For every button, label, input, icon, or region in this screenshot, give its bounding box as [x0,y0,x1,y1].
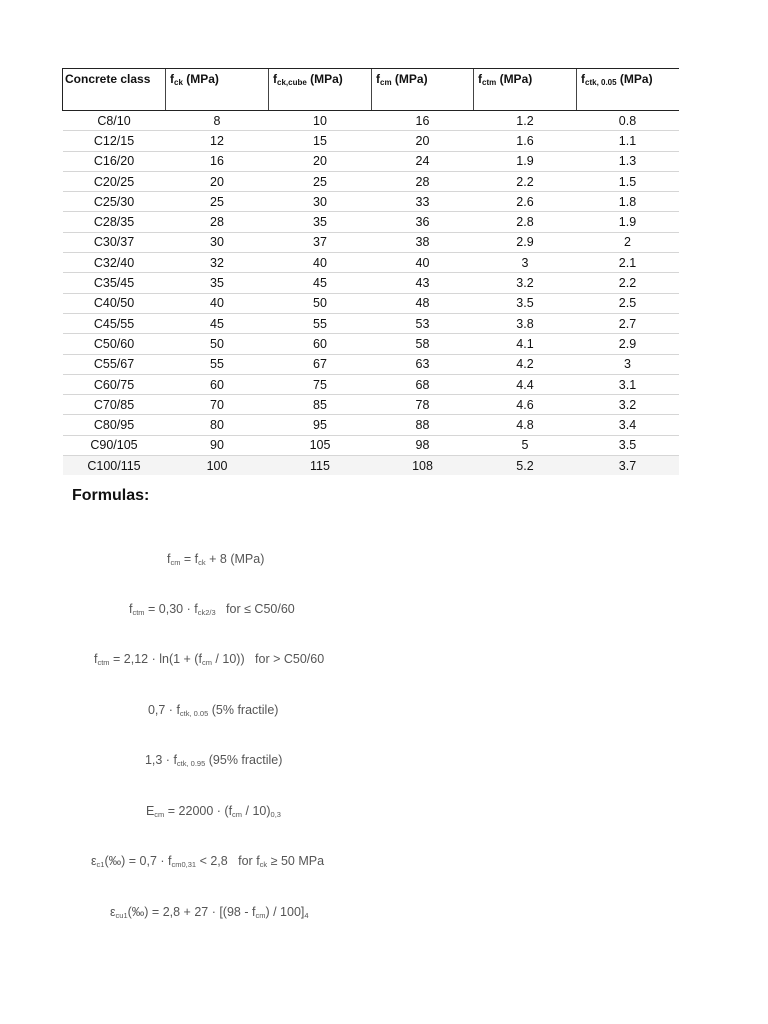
table-cell: 108 [372,456,474,476]
concrete-class-table [62,68,679,475]
table-cell: 70 [166,395,269,415]
table-cell: 50 [166,334,269,354]
formula-text: f [93,652,98,666]
table-cell: 1.6 [474,131,577,151]
table-cell: 45 [269,273,372,293]
table-cell: 3 [474,253,577,273]
table-row [63,212,679,232]
formula-text: 1,3 · f [144,753,177,767]
table-cell: 2.9 [474,232,577,252]
formula-ecm [139,790,281,818]
table-row [63,273,679,293]
table-cell: 28 [166,212,269,232]
column-header [474,69,577,111]
table-row [63,151,679,171]
formula-fctk-005 [141,689,278,717]
formula-fctk-095 [138,739,282,767]
table-cell: 48 [372,293,474,313]
formula-exponent: 2/3 [205,608,216,617]
table-cell: 50 [269,293,372,313]
table-cell: C30/37 [63,232,166,252]
table-cell: C28/35 [63,212,166,232]
formula-subscript: c1 [96,860,105,869]
formula-subscript: cm [170,558,181,567]
table-cell: 3 [577,354,679,374]
formula-text: (5% fractile) [208,703,279,717]
formula-fctm-high [87,638,324,666]
table-cell: 3.5 [474,293,577,313]
table-cell: C25/30 [63,192,166,212]
formula-text: E [145,804,155,818]
table-cell: C35/45 [63,273,166,293]
table-cell: 5.2 [474,456,577,476]
table-cell: 67 [269,354,372,374]
table-cell: C20/25 [63,171,166,191]
formula-text: < 2,8 for f [196,854,260,868]
formula-epsilon-c1 [84,840,324,868]
table-row [63,131,679,151]
column-header-subscript: ck,cube [277,78,307,87]
formula-subscript: ck [259,860,268,869]
table-row [63,374,679,394]
table-cell: 75 [269,374,372,394]
table-row [63,456,679,476]
table-cell: 40 [269,253,372,273]
table-cell: 30 [166,232,269,252]
formula-text: f [166,552,171,566]
table-cell: 3.7 [577,456,679,476]
table-cell: 78 [372,395,474,415]
table-cell: 1.9 [577,212,679,232]
formula-text: 0,7 · f [147,703,180,717]
formula-subscript: ctk, 0.05 [179,709,209,718]
formula-text: / 10)) for > C50/60 [211,652,325,666]
table-body [63,111,679,476]
table-cell: 55 [166,354,269,374]
formula-subscript: ck [198,558,206,567]
table-cell: C45/55 [63,313,166,333]
formula-text: (‰) = 0,7 · f [104,854,172,868]
table-cell: 3.1 [577,374,679,394]
table-cell: C80/95 [63,415,166,435]
table-cell: C70/85 [63,395,166,415]
table-cell: C12/15 [63,131,166,151]
column-header-subscript: cm [380,78,392,87]
formula-subscript: ctm [97,658,110,667]
table-cell: 68 [372,374,474,394]
formula-subscript: cm [232,810,243,819]
table-row [63,192,679,212]
table-cell: 12 [166,131,269,151]
table-cell: 4.1 [474,334,577,354]
table-row [63,415,679,435]
formula-text: / 10) [242,804,271,818]
formula-fcm [160,538,264,566]
formula-exponent: 0,3 [270,810,281,819]
table-cell: 55 [269,313,372,333]
formula-subscript: cm [154,810,165,819]
formula-exponent: 4 [304,911,309,920]
column-header-subscript: ctm [482,78,497,87]
table-cell: 2.2 [474,171,577,191]
table-cell: 25 [166,192,269,212]
table-cell: 16 [166,151,269,171]
column-header [63,69,166,111]
table-row [63,253,679,273]
table-row [63,435,679,455]
table-cell: C90/105 [63,435,166,455]
table-cell: 3.5 [577,435,679,455]
table-cell: 35 [269,212,372,232]
table-cell: 1.1 [577,131,679,151]
table-row [63,171,679,191]
table-cell: 38 [372,232,474,252]
formula-text: (95% fractile) [205,753,283,767]
column-header-unit: (MPa) [182,72,219,86]
table-cell: 16 [372,111,474,131]
formula-subscript: ck [197,608,206,617]
table-cell: 3.2 [577,395,679,415]
table-cell: 5 [474,435,577,455]
table-cell: 3.4 [577,415,679,435]
table-cell: 1.2 [474,111,577,131]
formula-text: (‰) = 2,8 + 27 · [(98 - f [127,905,256,919]
table-cell: 10 [269,111,372,131]
table-cell: 2.2 [577,273,679,293]
formula-subscript: cm [171,860,182,869]
table-cell: C40/50 [63,293,166,313]
table-cell: 53 [372,313,474,333]
table-cell: 2.1 [577,253,679,273]
table-cell: 1.8 [577,192,679,212]
table-cell: 25 [269,171,372,191]
table-cell: 4.6 [474,395,577,415]
table-cell: 2.9 [577,334,679,354]
table-row [63,395,679,415]
table-cell: 80 [166,415,269,435]
column-header-label: f [478,72,482,86]
table-cell: C32/40 [63,253,166,273]
table-cell: 85 [269,395,372,415]
column-header [269,69,372,111]
column-header [166,69,269,111]
table-cell: 32 [166,253,269,273]
table-cell: 60 [166,374,269,394]
table-row [63,354,679,374]
table-cell: C55/67 [63,354,166,374]
formula-text: ) / 100] [265,905,305,919]
formula-subscript: cu1 [115,911,128,920]
table-row [63,111,679,131]
table-cell: C8/10 [63,111,166,131]
formula-text: f [128,602,133,616]
formula-fctm-low [122,588,295,616]
table-cell: 90 [166,435,269,455]
table-cell: 4.4 [474,374,577,394]
column-header-label: f [376,72,380,86]
table-cell: 88 [372,415,474,435]
column-header-unit: (MPa) [391,72,428,86]
table-cell: C100/115 [63,456,166,476]
table-cell: 63 [372,354,474,374]
table-cell: 60 [269,334,372,354]
formula-text: ε [90,854,97,868]
formula-exponent: 0,31 [181,860,197,869]
column-header-unit: (MPa) [496,72,533,86]
formula-epsilon-cu1 [103,891,309,919]
table-cell: 8 [166,111,269,131]
table-cell: 33 [372,192,474,212]
table-cell: 36 [372,212,474,232]
table-row [63,232,679,252]
table-cell: 43 [372,273,474,293]
column-header [372,69,474,111]
column-header-label: f [581,72,585,86]
table-cell: C50/60 [63,334,166,354]
table-cell: 3.8 [474,313,577,333]
table-cell: 4.2 [474,354,577,374]
table-cell: 15 [269,131,372,151]
table-cell: 40 [372,253,474,273]
formula-subscript: ctk, 0.95 [176,759,206,768]
table-row [63,334,679,354]
column-header-unit: (MPa) [306,72,343,86]
table-cell: 20 [269,151,372,171]
table-cell: 2 [577,232,679,252]
column-header-subscript: ctk, 0.05 [585,78,617,87]
formula-text: = 2,12 · ln(1 + (f [109,652,202,666]
table-row [63,313,679,333]
table-cell: 3.2 [474,273,577,293]
table-cell: 0.8 [577,111,679,131]
column-header [577,69,679,111]
formula-text: for ≤ C50/60 [215,602,295,616]
column-header-subscript: ck [174,78,183,87]
table-cell: 35 [166,273,269,293]
formula-text: ≥ 50 MPa [267,854,325,868]
column-header-label: f [170,72,174,86]
table-cell: 2.7 [577,313,679,333]
table-cell: 1.3 [577,151,679,171]
formula-text: = f [180,552,199,566]
table-cell: 40 [166,293,269,313]
table-cell: 100 [166,456,269,476]
formula-text: ε [109,905,116,919]
table-cell: 98 [372,435,474,455]
table-cell: 2.8 [474,212,577,232]
table-cell: 95 [269,415,372,435]
table-cell: 115 [269,456,372,476]
concrete-class-table-container [62,68,678,475]
table-cell: 30 [269,192,372,212]
table-cell: C16/20 [63,151,166,171]
table-cell: 105 [269,435,372,455]
table-cell: 2.6 [474,192,577,212]
table-cell: 45 [166,313,269,333]
table-cell: 4.8 [474,415,577,435]
formula-subscript: cm [255,911,266,920]
table-cell: 20 [166,171,269,191]
table-cell: 28 [372,171,474,191]
column-header-unit: (MPa) [616,72,653,86]
table-row [63,293,679,313]
table-cell: 20 [372,131,474,151]
formula-subscript: cm [201,658,212,667]
formula-subscript: ctm [132,608,145,617]
table-cell: C60/75 [63,374,166,394]
table-cell: 24 [372,151,474,171]
table-cell: 1.5 [577,171,679,191]
table-cell: 37 [269,232,372,252]
formula-text: = 22000 · (f [164,804,233,818]
table-header-row [63,69,679,111]
column-header-label: f [273,72,277,86]
table-cell: 58 [372,334,474,354]
formula-text: = 0,30 · f [144,602,198,616]
table-cell: 2.5 [577,293,679,313]
column-header-label: Concrete class [65,72,151,86]
formula-text: + 8 (MPa) [205,552,265,566]
formulas-heading: Formulas: [72,487,150,504]
table-cell: 1.9 [474,151,577,171]
